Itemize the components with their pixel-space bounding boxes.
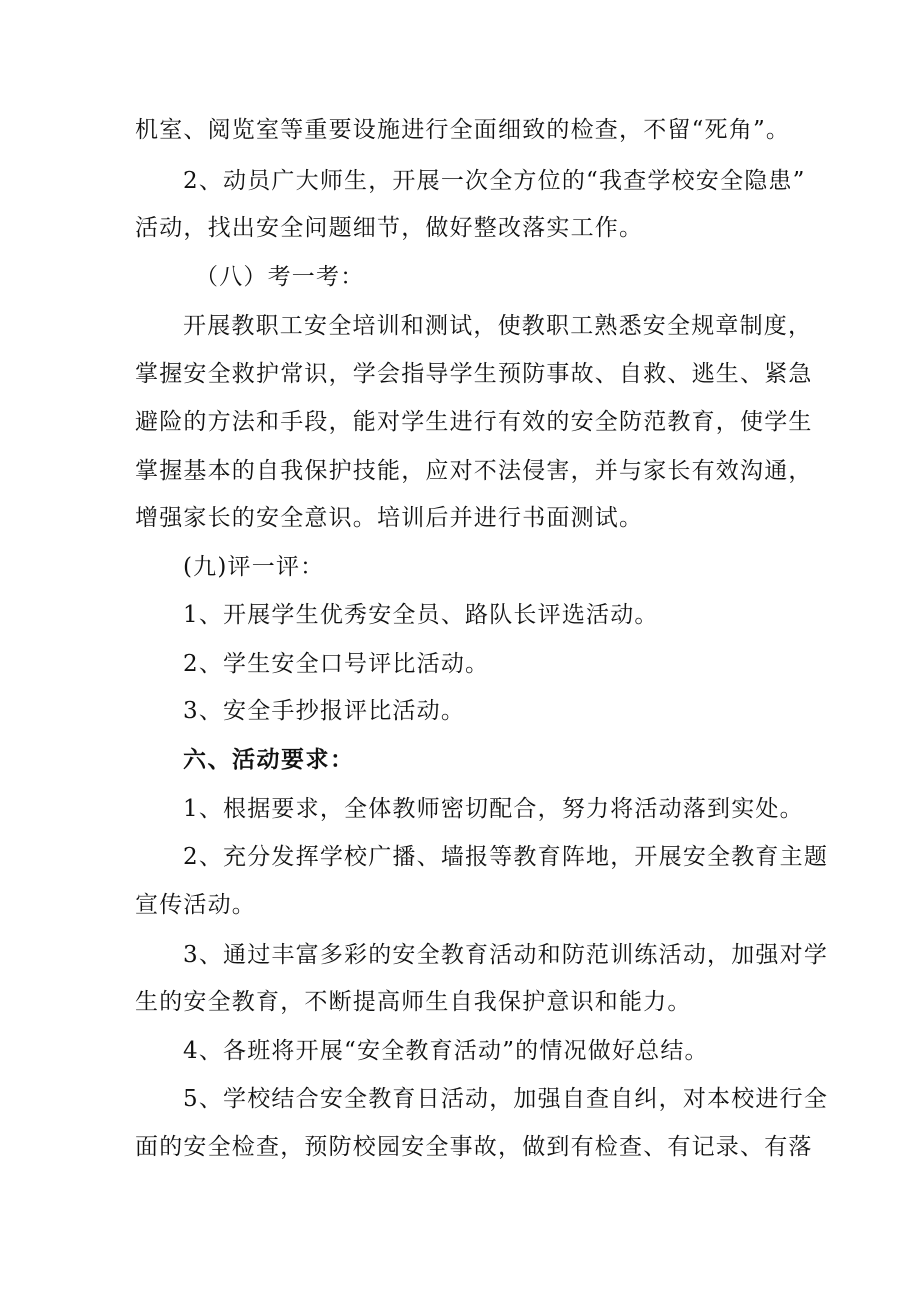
section-heading: (九)评一评： <box>183 554 325 580</box>
paragraph-line: 生的安全教育，不断提高师生自我保护意识和能力。 <box>135 989 692 1015</box>
list-item: 2、学生安全口号评比活动。 <box>183 651 490 677</box>
paragraph-line: 机室、阅览室等重要设施进行全面细致的检查，不留“死角”。 <box>135 117 791 143</box>
paragraph-line: 掌握安全救护常识，学会指导学生预防事故、自救、逃生、紧急 <box>135 361 813 387</box>
list-item: 3、通过丰富多彩的安全教育活动和防范训练活动，加强对学 <box>183 942 829 968</box>
paragraph-line: 掌握基本的自我保护技能，应对不法侵害，并与家长有效沟通， <box>135 458 813 484</box>
list-item: 4、各班将开展“安全教育活动”的情况做好总结。 <box>183 1038 709 1064</box>
paragraph-line: 开展教职工安全培训和测试，使教职工熟悉安全规章制度， <box>183 313 813 339</box>
list-item: 1、开展学生优秀安全员、路队长评选活动。 <box>183 602 659 628</box>
paragraph-line: 增强家长的安全意识。培训后并进行书面测试。 <box>135 505 644 531</box>
list-item: 5、学校结合安全教育日活动，加强自查自纠，对本校进行全 <box>183 1086 829 1112</box>
list-item: 1、根据要求，全体教师密切配合，努力将活动落到实处。 <box>183 796 804 822</box>
paragraph-line: 2、动员广大师生，开展一次全方位的“我查学校安全隐患” <box>183 168 806 194</box>
paragraph-line: 面的安全检查，预防校园安全事故，做到有检查、有记录、有落 <box>135 1134 813 1160</box>
section-heading: 六、活动要求： <box>183 747 355 773</box>
paragraph-line: 宣传活动。 <box>135 892 256 918</box>
list-item: 3、安全手抄报评比活动。 <box>183 698 466 724</box>
paragraph-line: 避险的方法和手段，能对学生进行有效的安全防范教育，使学生 <box>135 409 813 435</box>
section-heading: （八）考一考： <box>195 264 365 290</box>
list-item: 2、充分发挥学校广播、墙报等教育阵地，开展安全教育主题 <box>183 844 829 870</box>
paragraph-line: 活动，找出安全问题细节，做好整改落实工作。 <box>135 215 644 241</box>
